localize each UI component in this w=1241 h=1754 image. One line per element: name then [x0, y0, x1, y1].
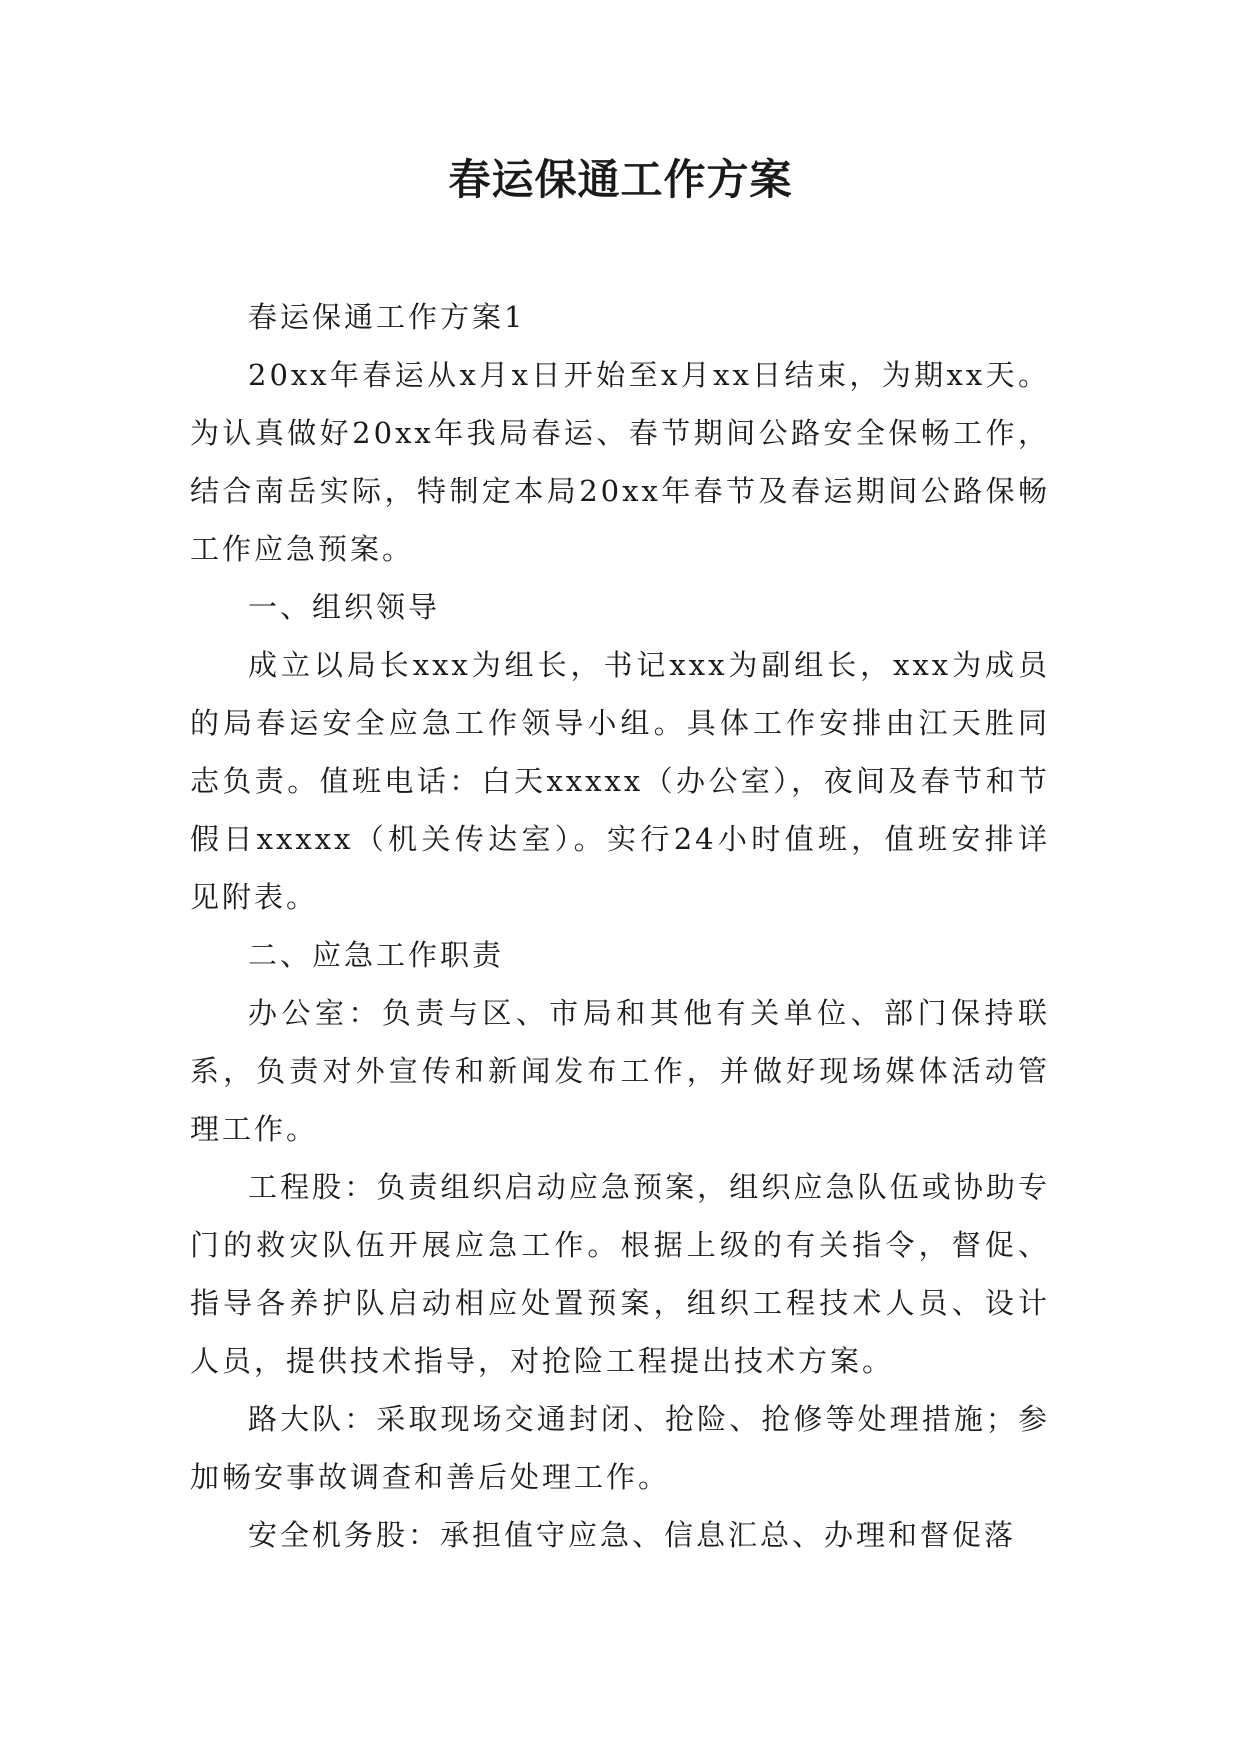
paragraph-intro: 20xx年春运从x月x日开始至x月xx日结束，为期xx天。为认真做好20xx年我局春运、春节期间公路安全保畅工作，结合南岳实际，特制定本局20xx年春节及春运期间公路保畅工作应急预案。 — [190, 358, 1050, 566]
section-heading-organization: 一、组织领导 — [248, 590, 441, 624]
paragraph-engineering: 工程股：负责组织启动应急预案，组织应急队伍或协助专门的救灾队伍开展应急工作。根据上级的有关指令，督促、指导各养护队启动相应处置预案，组织工程技术人员、设计人员，提供技术指导，对抢险工程提出技术方案。 — [190, 1170, 1050, 1378]
paragraph-office: 办公室：负责与区、市局和其他有关单位、部门保持联系，负责对外宣传和新闻发布工作，并做好现场媒体活动管理工作。 — [190, 996, 1050, 1146]
paragraph-road-team: 路大队：采取现场交通封闭、抢险、抢修等处理措施；参加畅安事故调查和善后处理工作。 — [190, 1402, 1050, 1494]
paragraph-organization: 成立以局长xxx为组长，书记xxx为副组长，xxx为成员的局春运安全应急工作领导小组。具体工作安排由江天胜同志负责。值班电话：白天xxxxx（办公室），夜间及春节和节假日xxxxx（机关传达室）。实行24小时值班，值班安排详见附表。 — [190, 648, 1050, 914]
document-title: 春运保通工作方案 — [448, 155, 793, 204]
paragraph-safety: 安全机务股：承担值守应急、信息汇总、办理和督促落 — [248, 1518, 1017, 1552]
document-body — [190, 288, 1050, 1564]
doc-subtitle: 春运保通工作方案1 — [248, 300, 526, 334]
section-heading-duties: 二、应急工作职责 — [248, 938, 505, 972]
